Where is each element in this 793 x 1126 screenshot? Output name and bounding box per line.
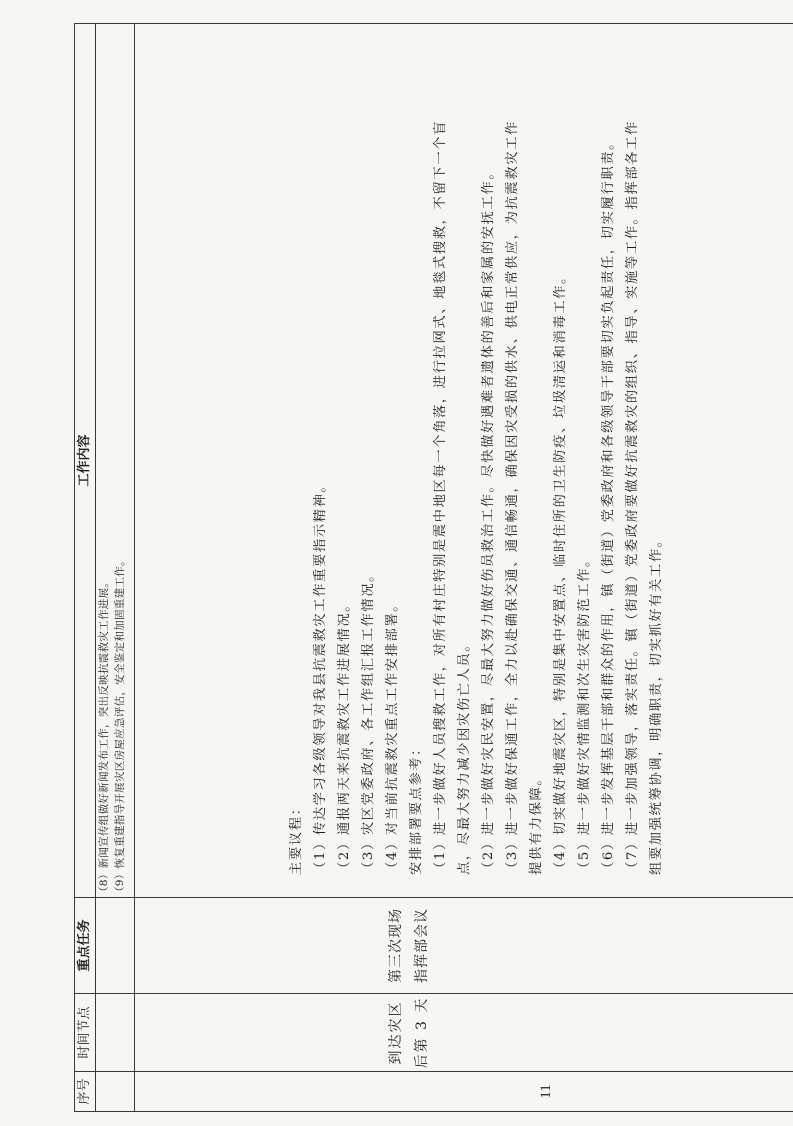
agenda-item: （1）传达学习各级领导对我县抗震救灾工作重要指示精神。 — [313, 477, 328, 875]
plan-item: （6）进一步发挥基层干部和群众的作用，镇（街道）党委政府和各级领导干部要切实负起责任，切实履行职责。 — [601, 134, 616, 875]
table-row — [135, 24, 793, 1112]
continued-item: （8）新闻宣传组做好新闻发布工作，突出反映抗震救灾工作进展。 — [98, 576, 110, 897]
plan-item: （5）进一步做好灾情监测和次生灾害防范工作。 — [577, 552, 592, 875]
plan-item-continued: 组要加强统筹协调，明确职责，切实抓好有关工作。 — [649, 532, 664, 875]
plan-item: （4）切实做好地震灾区，特别是集中安置点、临时住所的卫生防疫、垃圾清运和消毒工作。 — [553, 269, 568, 875]
row-task-cell — [135, 898, 793, 994]
header-time: 时间节点 — [75, 994, 96, 1072]
plan-item: （2）进一步做好灾民安置，尽最大努力做好伤员救治工作。尽快做好遇难者遗体的善后和家属的安抚工作。 — [481, 164, 496, 875]
table-header-row — [75, 24, 96, 1112]
row-seq: 11 — [135, 1072, 793, 1112]
agenda-item: （2）通报两天来抗震救灾工作进展情况。 — [337, 596, 352, 875]
time-line: 到达灾区 — [388, 1000, 404, 1065]
cell-empty — [96, 994, 135, 1072]
plan-item: （7）进一步加强领导，落实责任。镇（街道）党委政府要做好抗震救灾的组织、指导、实施等工作。指挥部各工作 — [625, 120, 640, 875]
plan-title: 安排部署要点参考： — [409, 740, 424, 875]
task-line: 指挥部会议 — [414, 908, 430, 983]
row-time-cell — [135, 994, 793, 1072]
task-line: 第三次现场 — [388, 908, 404, 983]
agenda-title: 主要议程： — [289, 800, 304, 875]
plan-item-continued: 提供有力保障。 — [529, 770, 544, 875]
header-seq: 序号 — [75, 1072, 96, 1112]
table-row-continued — [96, 24, 135, 1112]
continued-content-cell — [96, 24, 135, 898]
time-line: 后第 3 天 — [414, 996, 430, 1069]
header-task: 重点任务 — [75, 898, 96, 994]
continued-item: （9）恢复重建指导开展灾区房屋应急评估，安全鉴定和加固重建工作。 — [114, 555, 126, 897]
cell-empty — [96, 1072, 135, 1112]
plan-item: （1）进一步做好人员搜救工作，对所有村庄特别是震中地区每一个角落，进行拉网式、地毯式搜救，不留下一个盲 — [433, 120, 448, 875]
header-content: 工作内容 — [75, 24, 96, 898]
schedule-table — [74, 23, 793, 1112]
row-content-cell — [135, 24, 793, 898]
agenda-item: （4）对当前抗震救灾重点工作安排部署。 — [385, 596, 400, 875]
cell-empty — [96, 898, 135, 994]
plan-item-continued: 点，尽最大努力减少因灾伤亡人员。 — [457, 636, 472, 875]
plan-item: （3）进一步做好保通工作，全力以赴确保交通、通信畅通，确保因灾受损的供水、供电正常供应，为抗震救灾工作 — [505, 120, 520, 875]
agenda-item: （3）灾区党委政府、各工作组汇报工作情况。 — [361, 567, 376, 875]
